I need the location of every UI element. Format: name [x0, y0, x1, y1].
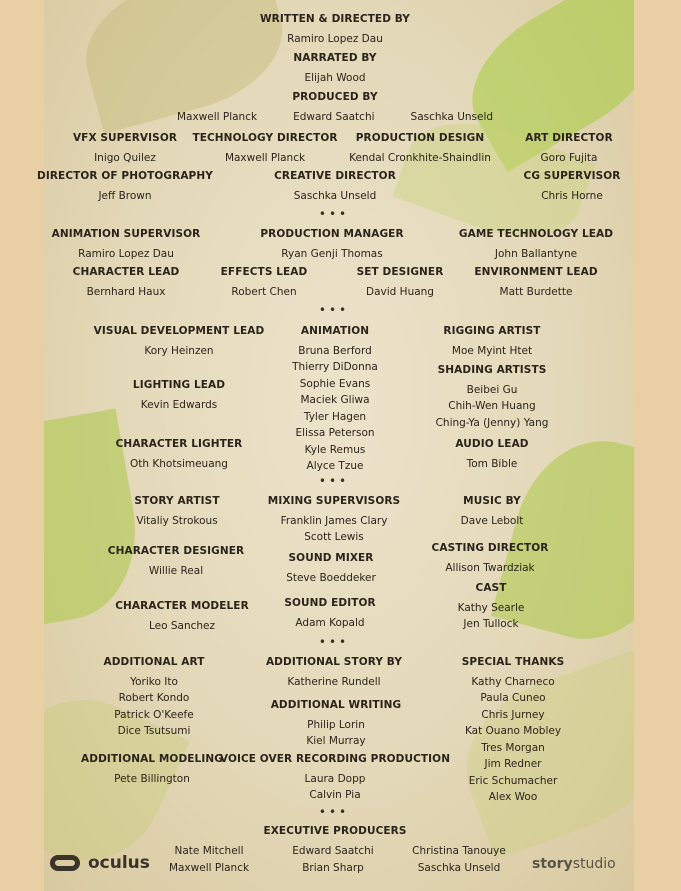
credit-name: Alyce Tzue: [306, 460, 364, 472]
credit-role: CHARACTER DESIGNER: [107, 545, 245, 557]
credit-role: PRODUCTION MANAGER: [260, 228, 404, 240]
credit-role: VFX SUPERVISOR: [72, 132, 178, 144]
credit-name: Jeff Brown: [98, 189, 152, 202]
credit-role: WRITTEN & DIRECTED BY: [260, 13, 410, 25]
credit-name: Ramiro Lopez Dau: [78, 247, 174, 260]
credit-role: SET DESIGNER: [356, 266, 444, 278]
credit-additional-modeling: [81, 754, 223, 787]
separator-dots: •••: [318, 474, 350, 488]
credit-exec-col-1: [169, 843, 249, 876]
credit-role: ADDITIONAL ART: [103, 656, 205, 668]
studio-wordmark: studio: [572, 856, 616, 872]
credit-role: TECHNOLOGY DIRECTOR: [192, 132, 338, 144]
credit-role: LIGHTING LEAD: [132, 379, 226, 391]
credit-name: Willie Real: [148, 564, 204, 577]
credit-lighting-lead: [133, 380, 225, 413]
credit-role: EFFECTS LEAD: [220, 266, 308, 278]
credit-name: Kathy Charneco: [471, 675, 555, 688]
credit-name: Kiel Murray: [306, 735, 366, 747]
credit-music-by: [461, 496, 524, 529]
credit-production-manager: [260, 229, 403, 262]
credit-name: Scott Lewis: [304, 531, 364, 543]
credit-name: Saschka Unseld: [417, 861, 501, 874]
credit-shading-artists: [436, 365, 549, 431]
credit-role: GAME TECHNOLOGY LEAD: [458, 228, 614, 240]
credit-name: Oth Khotsimeuang: [130, 457, 228, 470]
credit-role: CHARACTER MODELER: [115, 600, 249, 612]
credit-name: Chris Horne: [541, 189, 603, 202]
credit-name: Kyle Remus: [304, 443, 366, 456]
credit-name: Nate Mitchell: [174, 845, 244, 857]
credit-role: ANIMATION: [300, 325, 370, 337]
credit-name: Dice Tsutsumi: [117, 725, 191, 737]
credit-role: CHARACTER LEAD: [72, 266, 180, 278]
credit-name: Vitaliy Strokous: [136, 514, 218, 527]
credit-name: Chris Jurney: [481, 708, 545, 721]
credit-role: CG SUPERVISOR: [523, 170, 621, 182]
credit-role: MIXING SUPERVISORS: [267, 495, 401, 507]
credit-rigging-artist: [443, 326, 540, 359]
credit-production-design: [349, 133, 491, 166]
credit-name: Elissa Peterson: [295, 427, 375, 439]
credit-role: VISUAL DEVELOPMENT LEAD: [93, 325, 265, 337]
credit-name: Ramiro Lopez Dau: [287, 32, 383, 45]
credit-role: DIRECTOR OF PHOTOGRAPHY: [37, 170, 213, 182]
credit-animation-supervisor: [52, 229, 201, 262]
oculus-wordmark: oculus: [88, 853, 150, 873]
story-studio-logo: [532, 856, 616, 872]
separator-dots: •••: [318, 303, 350, 317]
credit-set-designer: [357, 267, 444, 300]
oculus-logo: [50, 853, 150, 873]
credit-name: Laura Dopp: [304, 772, 366, 785]
credit-name: Maxwell Planck: [168, 861, 250, 874]
credit-vfx-supervisor: [73, 133, 177, 166]
credit-name: Bernhard Haux: [86, 285, 166, 298]
credit-role: STORY ARTIST: [134, 495, 220, 507]
credit-name: Franklin James Clary: [280, 514, 388, 527]
credit-effects-lead: [221, 267, 308, 300]
credit-role: MUSIC BY: [463, 495, 521, 507]
credit-produced: [177, 92, 493, 125]
credit-name: Adam Kopald: [295, 616, 365, 629]
credit-role: ART DIRECTOR: [525, 132, 613, 144]
credit-visual-development-lead: [94, 326, 265, 359]
credit-sound-mixer: [286, 553, 376, 586]
credit-mixing-supervisors: [268, 496, 400, 546]
credit-name: Tyler Hagen: [303, 410, 367, 423]
credit-name: Katherine Rundell: [287, 675, 381, 688]
credit-exec-col-2: [292, 843, 373, 876]
credit-role: ADDITIONAL MODELING: [81, 753, 223, 765]
credit-name: Elijah Wood: [304, 71, 366, 84]
credit-name: Kat Ouano Mobley: [464, 725, 562, 737]
separator-dots: •••: [318, 207, 350, 221]
credit-name: Saschka Unseld: [410, 110, 494, 123]
credit-name: Calvin Pia: [309, 789, 361, 801]
credit-animation: [292, 326, 378, 475]
credit-role: SHADING ARTISTS: [437, 364, 547, 376]
credit-name: Edward Saatchi: [293, 110, 375, 123]
credit-environment-lead: [474, 267, 597, 300]
credit-name: Jen Tullock: [463, 618, 519, 630]
credit-director-of-photography: [37, 171, 213, 204]
credit-casting-director: [432, 543, 549, 576]
separator-dots: •••: [318, 805, 350, 819]
credit-name: Sophie Evans: [299, 377, 371, 390]
credit-story-artist: [134, 496, 219, 529]
credit-special-thanks: [462, 657, 564, 806]
credit-name: Kendal Cronkhite-Shaindlin: [349, 151, 491, 164]
credit-role: PRODUCED BY: [292, 91, 378, 103]
credit-role: CAST: [475, 582, 507, 594]
credit-name: Beibei Gu: [466, 383, 518, 396]
credit-creative-director: [274, 171, 396, 204]
credit-character-designer: [108, 546, 244, 579]
credit-role: SPECIAL THANKS: [461, 656, 565, 668]
credit-name: Alex Woo: [488, 791, 538, 803]
credit-role: ADDITIONAL WRITING: [270, 699, 402, 711]
credit-sound-editor: [284, 598, 375, 631]
credit-cg-supervisor: [524, 171, 621, 204]
credit-name: Allison Twardziak: [445, 561, 535, 574]
credit-art-director: [525, 133, 613, 166]
credit-narrated: [293, 53, 376, 86]
credit-name: Steve Boeddeker: [286, 571, 376, 584]
credit-exec-col-3: [412, 843, 506, 876]
credit-name: Robert Kondo: [118, 692, 190, 704]
credit-name: Ryan Genji Thomas: [281, 247, 383, 260]
credit-name: Paula Cuneo: [480, 692, 546, 704]
credit-name: Philip Lorin: [307, 718, 365, 731]
credit-role: PRODUCTION DESIGN: [355, 132, 485, 144]
credit-name: John Ballantyne: [494, 247, 578, 260]
credit-role: ANIMATION SUPERVISOR: [51, 228, 201, 240]
credit-role: SOUND EDITOR: [284, 597, 376, 609]
credit-name: Yoriko Ito: [130, 675, 178, 688]
credit-name: Bruna Berford: [298, 344, 372, 357]
credit-name: Kevin Edwards: [140, 398, 218, 411]
credit-name: Chih-Wen Huang: [448, 400, 536, 412]
credit-role: SOUND MIXER: [288, 552, 374, 564]
credit-role: VOICE OVER RECORDING PRODUCTION: [219, 753, 451, 765]
story-wordmark-bold: story: [532, 856, 573, 872]
credit-name: Christina Tanouye: [412, 845, 506, 857]
credit-name: Robert Chen: [231, 285, 297, 298]
credit-role: RIGGING ARTIST: [443, 325, 541, 337]
credit-role: EXECUTIVE PRODUCERS: [263, 825, 407, 837]
credit-additional-writing: [271, 700, 402, 750]
credit-name: Tom Bible: [466, 457, 518, 470]
credit-name: Ching-Ya (Jenny) Yang: [435, 416, 549, 429]
credit-character-modeler: [115, 601, 249, 634]
credit-name: Edward Saatchi: [292, 845, 374, 857]
credit-name: Jim Redner: [484, 758, 542, 770]
credit-name: Moe Myint Htet: [451, 344, 533, 357]
credit-name: Goro Fujita: [540, 151, 598, 164]
credit-role: CASTING DIRECTOR: [431, 542, 549, 554]
credit-voice-over-recording: [220, 754, 450, 804]
credit-name: Maciek Gliwa: [300, 394, 370, 406]
credit-name: Saschka Unseld: [293, 189, 377, 202]
credit-name: Thierry DiDonna: [292, 361, 378, 373]
credit-written-directed: [260, 14, 410, 47]
credit-character-lead: [73, 267, 180, 300]
credit-role: CREATIVE DIRECTOR: [274, 170, 396, 182]
credit-role: CHARACTER LIGHTER: [115, 438, 243, 450]
credit-additional-story: [266, 657, 402, 690]
credit-name: David Huang: [366, 285, 434, 298]
credit-executive-producers: [263, 826, 406, 843]
credit-name: Patrick O'Keefe: [114, 708, 194, 721]
credit-name: Kathy Searle: [457, 601, 525, 614]
credit-technology-director: [192, 133, 337, 166]
credit-name: Maxwell Planck: [224, 151, 306, 164]
credit-character-lighter: [116, 439, 243, 472]
credit-name: Pete Billington: [114, 772, 190, 785]
separator-dots: •••: [318, 635, 350, 649]
credit-name: Brian Sharp: [302, 861, 364, 874]
credit-name: Leo Sanchez: [148, 619, 216, 632]
credit-name: Tres Morgan: [481, 741, 545, 754]
credit-cast: [458, 583, 525, 633]
credit-name: Eric Schumacher: [468, 774, 558, 787]
credit-audio-lead: [455, 439, 528, 472]
credit-role: NARRATED BY: [293, 52, 377, 64]
credit-role: ADDITIONAL STORY BY: [265, 656, 403, 668]
credit-role: ENVIRONMENT LEAD: [474, 266, 598, 278]
credit-game-technology-lead: [459, 229, 613, 262]
credit-name: Inigo Quilez: [94, 151, 156, 164]
credit-name: Dave Lebolt: [460, 514, 524, 527]
credit-name: Matt Burdette: [499, 285, 573, 298]
oculus-ring-icon: [50, 855, 80, 871]
credit-name: Maxwell Planck: [176, 110, 258, 123]
credit-role: AUDIO LEAD: [455, 438, 529, 450]
credit-name: Kory Heinzen: [144, 344, 214, 357]
credit-additional-art: [103, 657, 204, 740]
